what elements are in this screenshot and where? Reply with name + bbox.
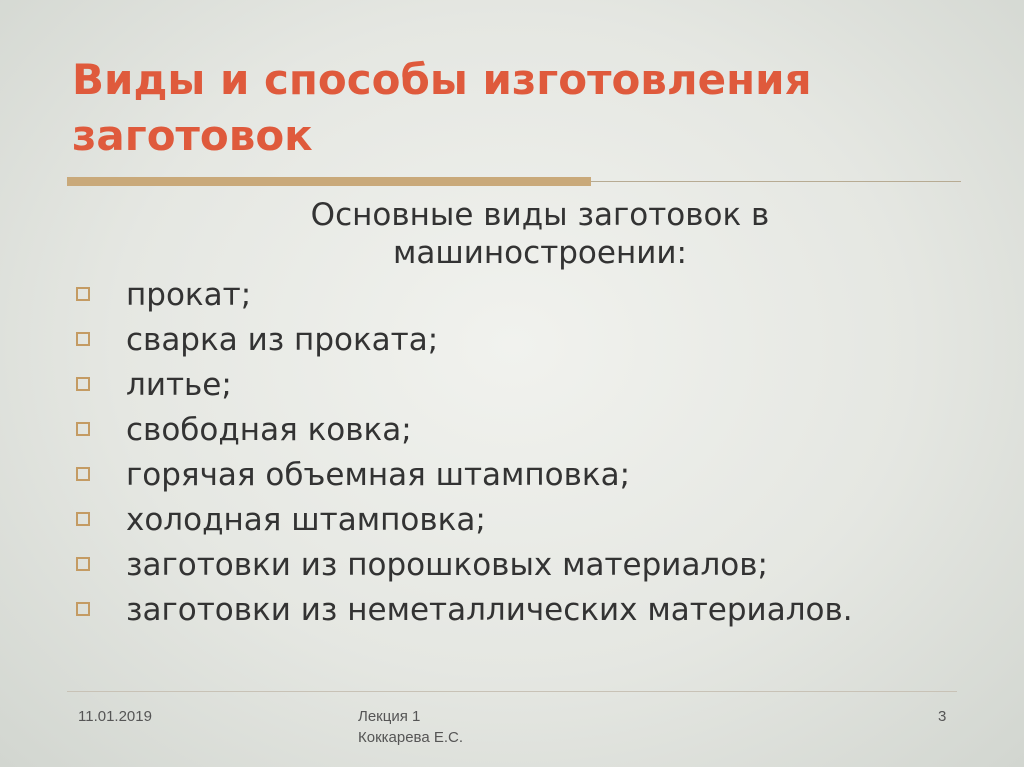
footer-date: 11.01.2019 bbox=[78, 708, 152, 725]
list-item bbox=[76, 548, 976, 582]
list-item bbox=[76, 503, 976, 537]
hollow-square-icon bbox=[76, 287, 90, 301]
list-item-text: заготовки из порошковых материалов; bbox=[126, 547, 768, 583]
bullet-list bbox=[76, 278, 976, 638]
page-number: 3 bbox=[938, 708, 947, 725]
list-item-text: прокат; bbox=[126, 277, 252, 313]
list-item bbox=[76, 458, 976, 492]
list-item-text: заготовки из неметаллических материалов. bbox=[126, 592, 853, 628]
hollow-square-icon bbox=[76, 467, 90, 481]
footer-lecture: Лекция 1 bbox=[358, 708, 421, 725]
list-item-text: горячая объемная штамповка; bbox=[126, 457, 631, 493]
hollow-square-icon bbox=[76, 332, 90, 346]
title-underline-accent bbox=[67, 177, 591, 186]
footer-divider bbox=[67, 691, 957, 692]
hollow-square-icon bbox=[76, 377, 90, 391]
hollow-square-icon bbox=[76, 422, 90, 436]
list-item bbox=[76, 278, 976, 312]
list-item-text: литье; bbox=[126, 367, 232, 403]
list-item-text: свободная ковка; bbox=[126, 412, 412, 448]
hollow-square-icon bbox=[76, 557, 90, 571]
list-item-text: холодная штамповка; bbox=[126, 502, 486, 538]
list-item bbox=[76, 368, 976, 402]
list-item bbox=[76, 593, 976, 627]
list-item-text: сварка из проката; bbox=[126, 322, 439, 358]
list-item bbox=[76, 323, 976, 357]
slide-subtitle: Основные виды заготовок в машиностроении: bbox=[310, 197, 770, 271]
hollow-square-icon bbox=[76, 602, 90, 616]
hollow-square-icon bbox=[76, 512, 90, 526]
slide-title: Виды и способы изготовления заготовок bbox=[72, 55, 812, 160]
list-item bbox=[76, 413, 976, 447]
title-underline-thin bbox=[591, 181, 961, 182]
footer-author: Коккарева Е.С. bbox=[358, 729, 464, 746]
footer-lecture-info bbox=[358, 706, 463, 748]
